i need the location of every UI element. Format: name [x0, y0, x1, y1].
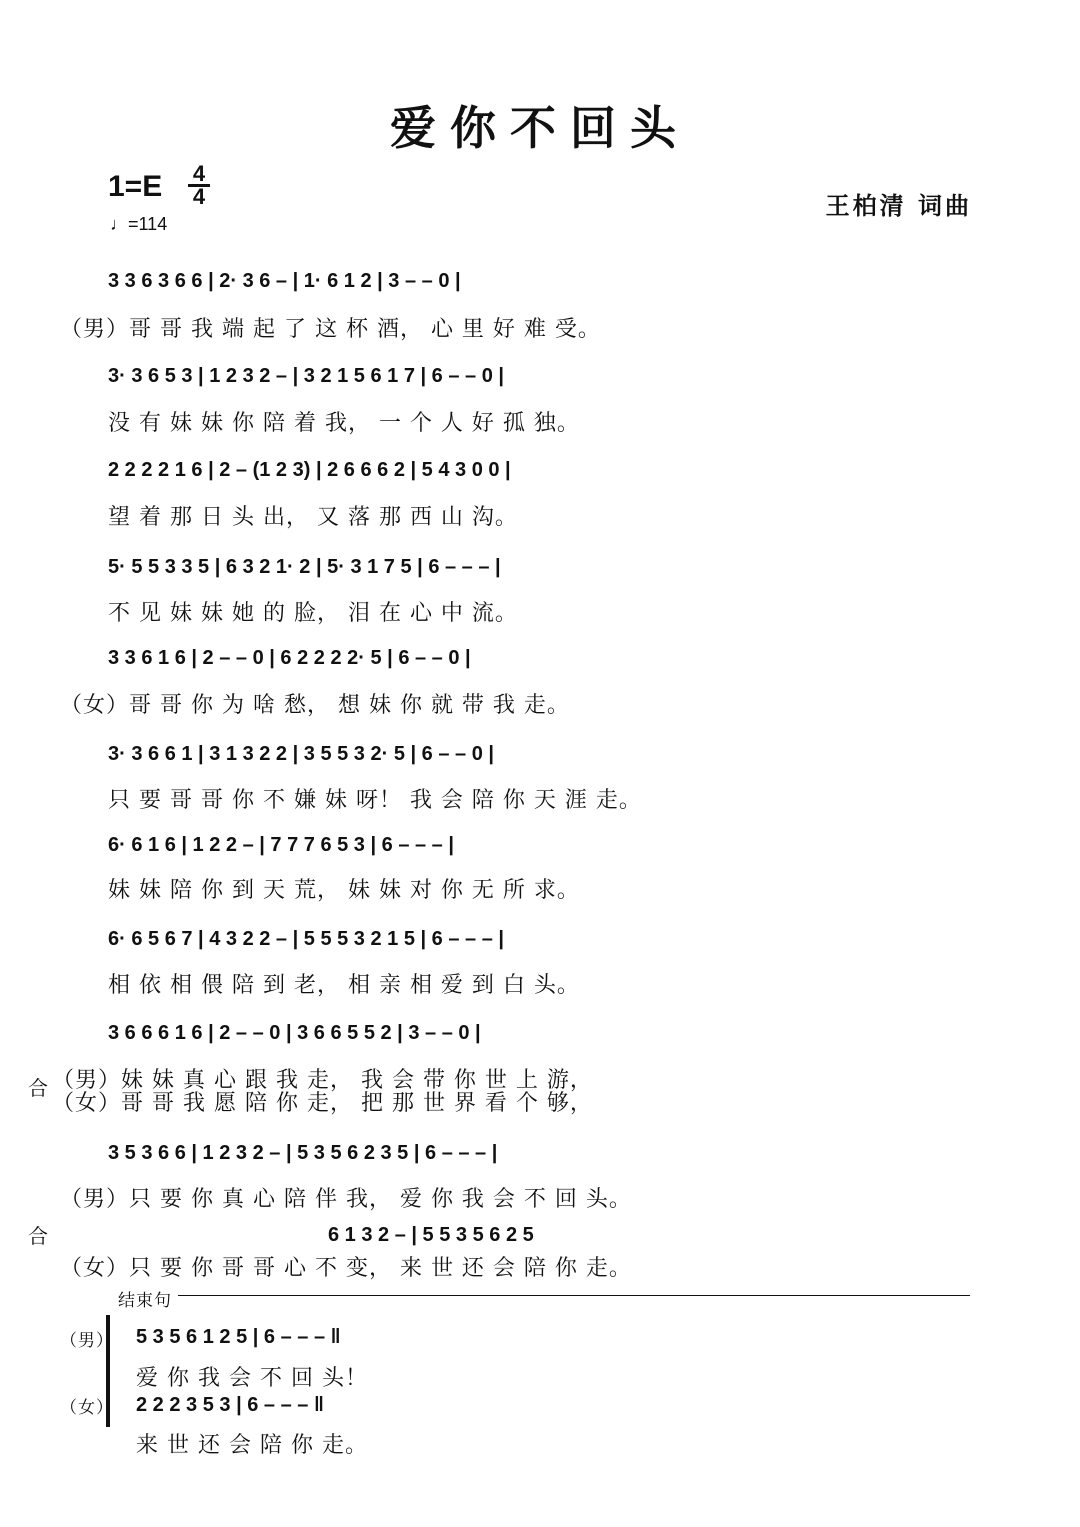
- chorus-bracket-label: 合: [28, 1076, 49, 1100]
- key-signature: 1=E: [108, 170, 163, 203]
- composer-credit: 王柏清 词曲: [825, 191, 972, 220]
- lyric-line: （男）哥 哥 我 端 起 了 这 杯 酒， 心 里 好 难 受。: [60, 317, 601, 342]
- notation-line: 3 3 6 3 6 6 | 2· 3 6 – | 1· 6 1 2 | 3 – – 0 |: [108, 270, 461, 292]
- notation-line: 6· 6 5 6 7 | 4 3 2 2 – | 5 5 5 3 2 1 5 | 6 – – – |: [108, 928, 504, 950]
- notation-line: 3· 3 6 6 1 | 3 1 3 2 2 | 3 5 5 3 2· 5 | 6 – – 0 |: [108, 743, 494, 765]
- lyric-line-male: （男）只 要 你 真 心 陪 伴 我， 爱 你 我 会 不 回 头。: [60, 1187, 632, 1212]
- ending-label: 结束句: [118, 1286, 178, 1311]
- notation-line: 2 2 2 2 1 6 | 2 – (1 2 3) | 2 6 6 6 2 | 5 4 3 0 0 |: [108, 459, 511, 481]
- time-signature: [188, 161, 210, 209]
- notation-line: 3 5 3 6 6 | 1 2 3 2 – | 5 3 5 6 2 3 5 | 6 – – – |: [108, 1142, 498, 1164]
- lyric-line: 望 着 那 日 头 出， 又 落 那 西 山 沟。: [108, 505, 518, 530]
- ending-female-notes: 2 2 2 3 5 3 | 6 – – – ‖: [136, 1394, 324, 1416]
- time-denominator: 4: [192, 184, 206, 209]
- page-title: 爱你不回头: [390, 101, 690, 155]
- tempo-marking: ♩=114: [110, 214, 168, 234]
- notation-line: 3 3 6 1 6 | 2 – – 0 | 6 2 2 2 2· 5 | 6 – – 0 |: [108, 647, 471, 669]
- ending-bracket-line: [118, 1295, 970, 1296]
- lyric-line: 没 有 妹 妹 你 陪 着 我， 一 个 人 好 孤 独。: [108, 411, 580, 436]
- chorus-bracket-label: 合: [28, 1224, 49, 1248]
- notation-line: 5· 5 5 3 3 5 | 6 3 2 1· 2 | 5· 3 1 7 5 | 6 – – – |: [108, 556, 501, 578]
- lyric-line: 不 见 妹 妹 她 的 脸， 泪 在 心 中 流。: [108, 601, 518, 626]
- notation-line-female: 6 1 3 2 – | 5 5 3 5 6 2 5: [328, 1224, 534, 1246]
- ending-female-lyrics: 来 世 还 会 陪 你 走。: [136, 1433, 368, 1458]
- notation-line: 3· 3 6 5 3 | 1 2 3 2 – | 3 2 1 5 6 1 7 | 6 – – 0 |: [108, 365, 504, 387]
- ending-male-label: （男）: [60, 1331, 114, 1351]
- notation-line: 6· 6 1 6 | 1 2 2 – | 7 7 7 6 5 3 | 6 – – – |: [108, 834, 454, 856]
- lyric-line-female: （女）哥 哥 我 愿 陪 你 走， 把 那 世 界 看 个 够，: [52, 1091, 593, 1116]
- ending-male-notes: 5 3 5 6 1 2 5 | 6 – – – ‖: [136, 1326, 341, 1348]
- ending-female-label: （女）: [60, 1398, 114, 1418]
- notation-line: 3 6 6 6 1 6 | 2 – – 0 | 3 6 6 5 5 2 | 3 – – 0 |: [108, 1022, 481, 1044]
- time-numerator: 4: [188, 164, 210, 187]
- ending-male-lyrics: 爱 你 我 会 不 回 头！: [136, 1366, 368, 1391]
- lyric-line-male: （男）妹 妹 真 心 跟 我 走， 我 会 带 你 世 上 游，: [52, 1068, 593, 1093]
- lyric-line: 相 依 相 偎 陪 到 老， 相 亲 相 爱 到 白 头。: [108, 973, 580, 998]
- lyric-line-female: （女）只 要 你 哥 哥 心 不 变， 来 世 还 会 陪 你 走。: [60, 1256, 632, 1281]
- lyric-line: （女）哥 哥 你 为 啥 愁， 想 妹 你 就 带 我 走。: [60, 693, 570, 718]
- lyric-line: 妹 妹 陪 你 到 天 荒， 妹 妹 对 你 无 所 求。: [108, 878, 580, 903]
- lyric-line: 只 要 哥 哥 你 不 嫌 妹 呀！ 我 会 陪 你 天 涯 走。: [108, 788, 642, 813]
